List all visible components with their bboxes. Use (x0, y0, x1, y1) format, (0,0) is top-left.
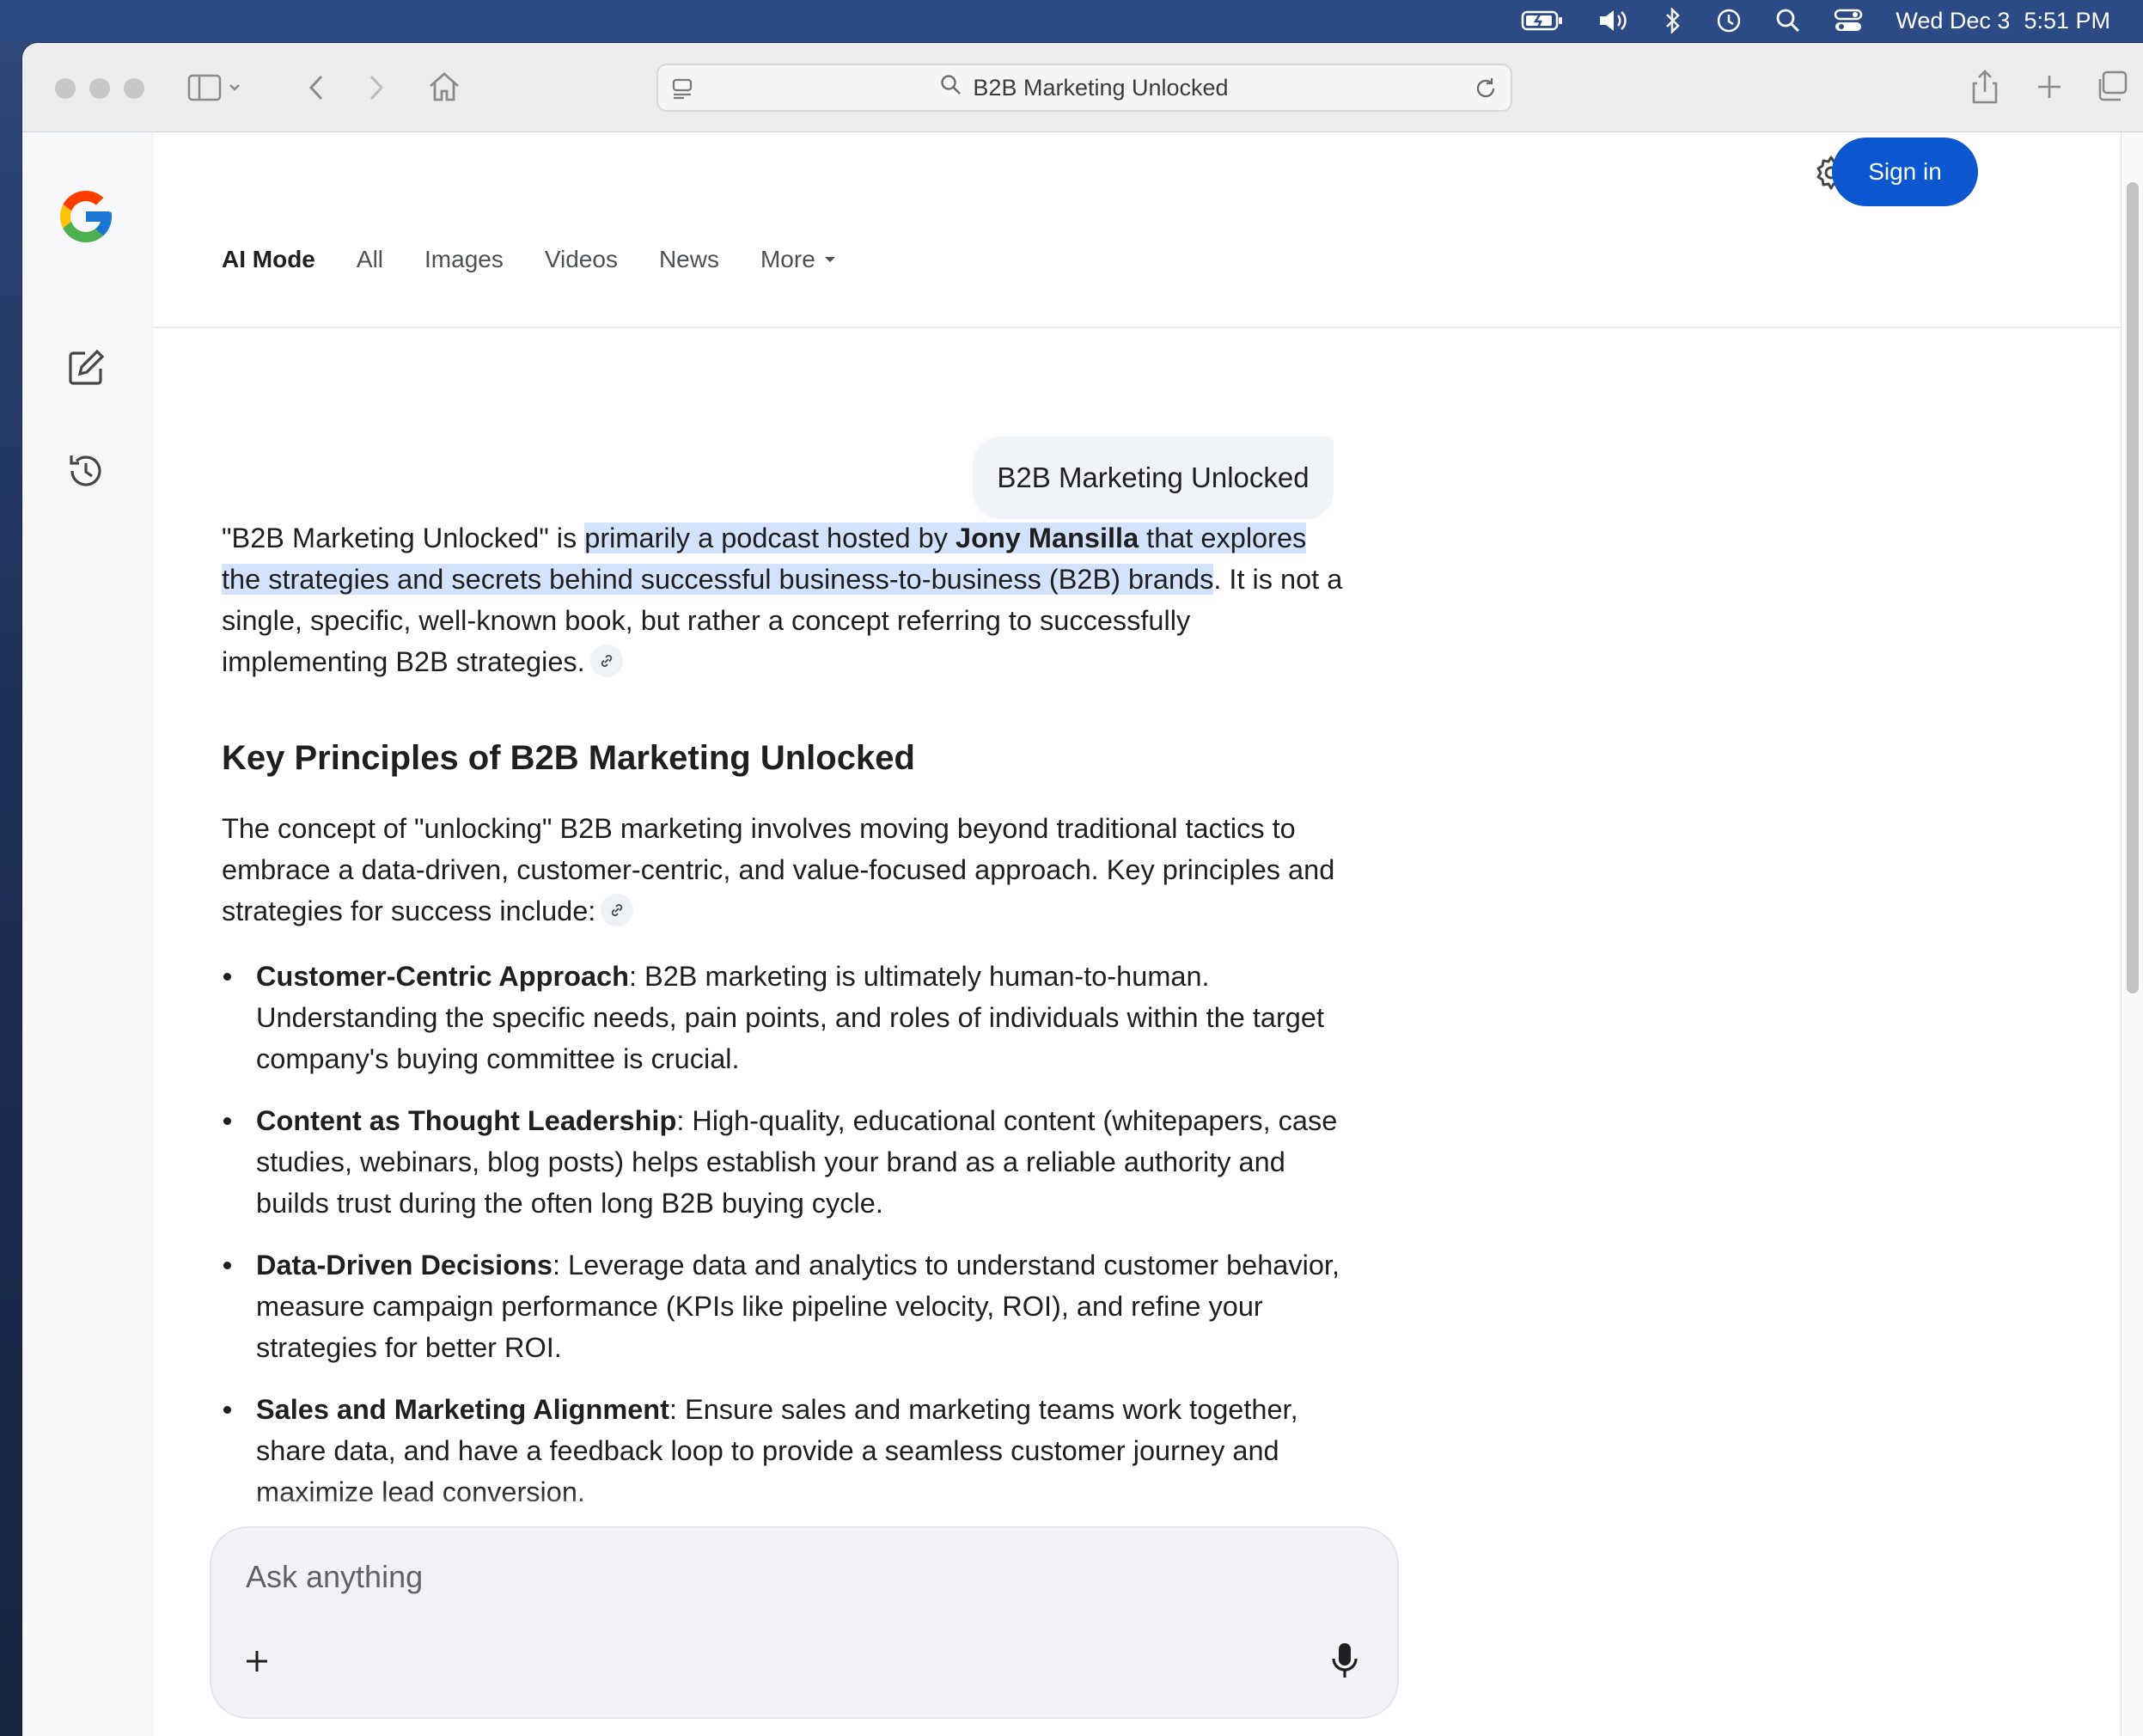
sidebar-toggle-icon[interactable] (187, 69, 247, 107)
home-icon[interactable] (424, 67, 464, 107)
paragraph-text: The concept of "unlocking" B2B marketing involves moving beyond traditional tactics to embrace a data-driven, customer-centric, and value-focused approach. Key principles and strategies for success include: (222, 813, 1335, 926)
page-scrollbar[interactable] (2121, 132, 2143, 1736)
tab-ai-mode[interactable]: AI Mode (222, 246, 315, 272)
ask-input-box[interactable] (210, 1526, 1399, 1719)
tab-videos[interactable]: Videos (544, 246, 618, 272)
list-item (222, 1389, 1347, 1513)
bluetooth-icon[interactable] (1664, 0, 1682, 41)
tab-news[interactable]: News (658, 246, 719, 272)
share-icon[interactable] (1968, 65, 2002, 108)
host-name: Jony Mansilla (955, 523, 1139, 553)
principles-list (222, 956, 1347, 1513)
ask-input-placeholder[interactable]: Ask anything (246, 1559, 424, 1594)
menu-bar (0, 0, 2143, 41)
browser-window (22, 43, 2143, 1736)
ai-answer (222, 517, 1347, 1533)
tab-images[interactable]: Images (424, 246, 504, 272)
intro-text-end: . It is not a single, specific, well-known book, but rather a concept referring to successfully implementing B2B strategies. (222, 564, 1343, 677)
page-menu-icon[interactable] (670, 76, 696, 107)
highlight-part: that explores the strategies and secrets behind successful business-to-business (B2B) brands (222, 523, 1307, 595)
forward-icon[interactable] (359, 70, 394, 105)
tab-more-label: More (760, 246, 815, 272)
search-tabs (222, 246, 836, 273)
highlight-part: primarily a podcast hosted by (584, 523, 956, 553)
citation-link-icon[interactable] (601, 894, 633, 926)
browser-toolbar (22, 43, 2143, 132)
sign-in-button[interactable]: Sign in (1832, 138, 1978, 206)
tab-more[interactable] (760, 246, 836, 273)
spotlight-search-icon[interactable] (1775, 0, 1801, 41)
battery-icon[interactable] (1521, 0, 1564, 41)
list-item (222, 1100, 1347, 1224)
menubar-time[interactable]: 5:51 PM (2024, 7, 2110, 34)
caret-down-icon (824, 255, 836, 264)
close-window-button[interactable] (55, 78, 76, 99)
list-item-text: : Leverage data and analytics to understand customer behavior, measure campaign performance (KPIs like pipeline velocity, ROI), and refine your strategies for better ROI. (256, 1250, 1340, 1363)
list-item-title: Data-Driven Decisions (256, 1250, 553, 1281)
list-item-title: Customer-Centric Approach (256, 961, 629, 992)
microphone-icon[interactable] (1330, 1641, 1359, 1685)
new-tab-icon[interactable] (2031, 69, 2067, 105)
list-item-text: : High-quality, educational content (whitepapers, case studies, webinars, blog posts) helps establish your brand as a reliable authority and builds trust during the often long B2B buying cycle. (256, 1105, 1338, 1219)
ai-mode-conversation (153, 330, 2121, 1736)
back-icon[interactable] (299, 70, 333, 105)
intro-text: "B2B Marketing Unlocked" is (222, 523, 585, 553)
new-chat-edit-icon[interactable] (64, 345, 108, 390)
window-controls (55, 78, 144, 99)
google-side-rail (22, 132, 153, 1736)
user-query-bubble: B2B Marketing Unlocked (973, 437, 1334, 519)
citation-link-icon[interactable] (590, 645, 623, 677)
google-logo[interactable] (55, 186, 117, 252)
answer-intro (222, 517, 1347, 682)
section-paragraph (222, 808, 1347, 932)
time-machine-icon[interactable] (1715, 0, 1743, 41)
volume-icon[interactable] (1597, 0, 1631, 41)
list-item-text: : Ensure sales and marketing teams work together, share data, and have a feedback loop to provide a seamless customer journey and maximize lead conversion. (256, 1394, 1298, 1507)
tab-all[interactable]: All (356, 246, 384, 272)
menubar-date[interactable]: Wed Dec 3 (1896, 7, 2011, 34)
add-attachment-icon[interactable] (244, 1648, 270, 1678)
list-item-text: : B2B marketing is ultimately human-to-human. Understanding the specific needs, pain points, and roles of individuals within the target company's buying committee is crucial. (256, 961, 1324, 1074)
tab-overview-icon[interactable] (2093, 67, 2131, 105)
control-center-icon[interactable] (1834, 0, 1863, 41)
list-item-title: Content as Thought Leadership (256, 1105, 677, 1136)
section-heading: Key Principles of B2B Marketing Unlocked (222, 739, 915, 777)
minimize-window-button[interactable] (89, 78, 110, 99)
list-item (222, 1244, 1347, 1368)
address-bar[interactable] (656, 64, 1512, 112)
zoom-window-button[interactable] (124, 78, 144, 99)
history-icon[interactable] (64, 449, 108, 493)
reload-icon[interactable] (1473, 76, 1499, 107)
url-text: B2B Marketing Unlocked (973, 74, 1229, 101)
list-item-title: Sales and Marketing Alignment (256, 1394, 669, 1425)
list-item (222, 956, 1347, 1079)
url-search-icon (940, 74, 962, 102)
scrollbar-thumb[interactable] (2127, 182, 2139, 993)
